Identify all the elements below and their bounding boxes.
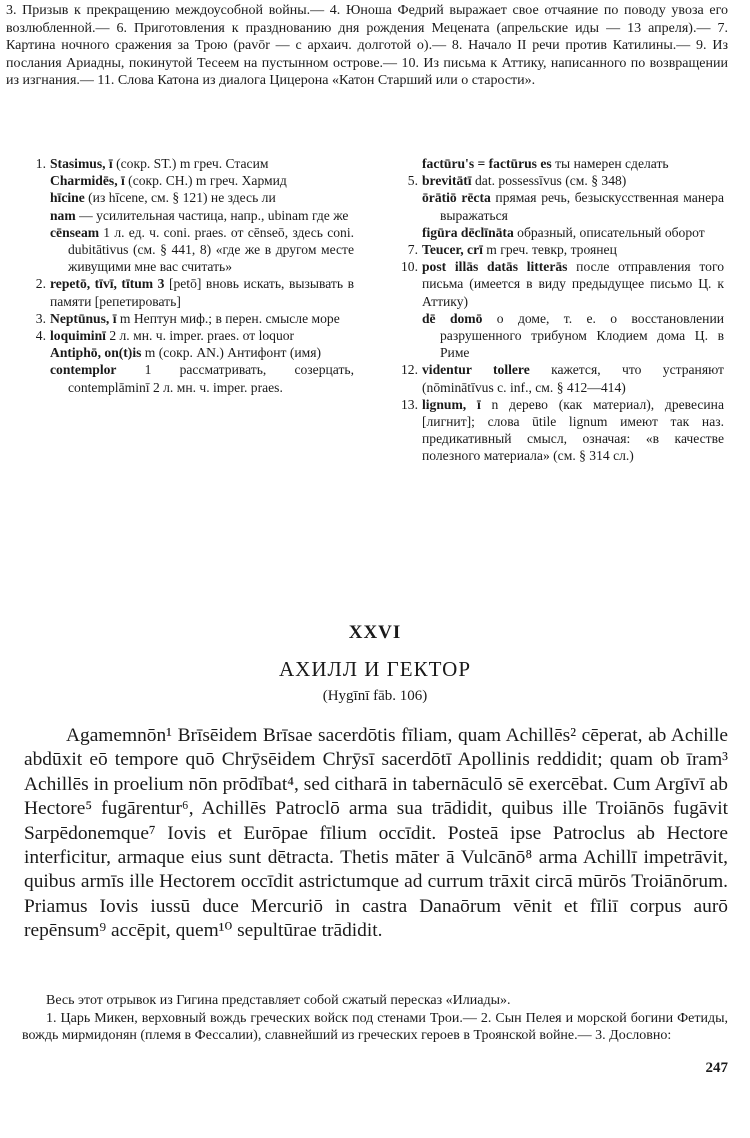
vocab-entry-body: [394, 396, 724, 465]
vocab-entry: [22, 361, 354, 395]
vocab-entry: [22, 310, 354, 327]
vocab-entry: [22, 207, 354, 224]
vocab-entry-body: [22, 275, 354, 309]
vocab-entry-body: [394, 241, 724, 258]
vocab-definition: m Нептун миф.; в перен. смысле море: [116, 310, 340, 326]
vocab-headword: loquiminī: [50, 328, 106, 344]
notes-intro: Весь этот отрывок из Гигина представляет собой сжатый пересказ «Илиады».: [46, 993, 511, 1008]
vocab-entry-number: 1.: [35, 156, 46, 171]
vocab-entry: [22, 189, 354, 206]
vocab-entry: [394, 241, 724, 258]
vocab-definition: о доме, т. е. о восстановлении разрушенного трибуном Клодием дома Ц. в Риме: [440, 310, 724, 361]
top-commentary-paragraph: 3. Призыв к прекращению междоусобной войны.— 4. Юноша Федрий выражает свое отчаяние по поводу увоза его возлюбленной.— 6. Приготовления к празднованию дня рождения Мецената (апрельские иды — 13 апреля).— 7. Картина ночного сражения за Трою (pavōr — с архаич. долготой o).— 8. Начало II речи против Катилины.— 9. Из послания Ариадны, покинутой Тесеем на пустынном острове.— 10. Из письма к Аттику, написанного по возвращении из изгнания.— 11. Слова Катона из диалога Цицерона «Катон Старший или о старости».: [6, 3, 728, 88]
vocab-headword: nam: [50, 207, 76, 223]
vocab-entry-body: [394, 310, 724, 362]
vocab-entry-body: [394, 258, 724, 310]
vocab-entry-body: [22, 327, 354, 344]
vocab-entry-body: [22, 344, 354, 361]
vocab-entry: [394, 396, 724, 465]
vocab-definition: 2 л. мн. ч. imper. praes. от loquor: [105, 328, 295, 344]
vocab-entry: [22, 344, 354, 361]
vocab-entry: [394, 155, 724, 172]
vocab-headword: videntur tollere: [422, 362, 530, 378]
vocab-entry-body: [22, 310, 354, 327]
vocab-entry-number: 10.: [401, 259, 418, 275]
vocab-definition: m (сокр. AN.) Антифонт (имя): [141, 345, 321, 361]
vocab-headword: brevitātī: [422, 173, 472, 189]
vocab-entry-body: [394, 172, 724, 189]
vocab-headword: Charmidēs, ī: [50, 173, 125, 189]
vocab-headword: Teucer, crī: [422, 242, 483, 258]
vocab-definition: кажется, что устраняют (nōminātīvus c. inf., см. § 412—414): [422, 362, 724, 395]
vocab-definition: — усилительная частица, напр., ubinam где же: [75, 207, 349, 223]
section-title: АХИЛЛ И ГЕКТОР: [278, 657, 472, 681]
vocab-headword: factūru's = factūrus es: [422, 156, 552, 171]
vocab-entry: [394, 224, 724, 241]
page-number: 247: [705, 1060, 728, 1076]
vocab-headword: Antiphō, on(t)is: [50, 345, 142, 361]
vocab-entry: [22, 224, 354, 276]
vocabulary-left-column: [22, 155, 354, 396]
vocab-entry: [394, 310, 724, 362]
vocabulary-right-column: [394, 155, 724, 465]
vocab-definition: m греч. тевкр, троянец: [482, 242, 617, 258]
vocab-entry: [394, 361, 724, 395]
notes-items: 1. Царь Микен, верховный вождь греческих войск под стенами Трои.— 2. Сын Пелея и морской богини Фетиды, вождь мирмидонян (племя в Фессалии), славнейший из греческих героев в Троянской войне.— 3. Дословно:: [22, 1010, 728, 1043]
vocab-definition: (сокр. ST.) m греч. Стасим: [112, 156, 269, 171]
vocab-entry-number: 7.: [407, 242, 418, 258]
vocab-definition: 1 л. ед. ч. coni. praes. от cēnseō, здесь coni. dubitātivus (см. § 441, 8) «где же в другом месте живущими мне вас считать»: [68, 224, 354, 275]
vocab-definition: 1 рассматривать, созерцать, contemplāminī 2 л. мн. ч. imper. praes.: [68, 362, 354, 395]
vocab-entry-body: [22, 361, 354, 395]
vocab-definition: ты намерен сделать: [551, 156, 669, 171]
vocab-headword: Stasimus, ī: [50, 156, 113, 171]
vocab-entry-body: [22, 172, 354, 189]
vocab-entry-body: [22, 224, 354, 276]
vocab-headword: post illās datās litterās: [422, 259, 568, 275]
vocab-headword: contemplor: [50, 362, 117, 378]
latin-text: Agamemnōn¹ Brīsēidem Brīsae sacerdōtis fīliam, quam Achillēs² cēperat, ab Achille abdūxit eō tempore quō Chrȳsēidem Chrȳsī sacerdōtī Apollinis reddidit; quam ob īram³ Achillēs in proelium nōn prōdībat⁴, sed citharā in tabernāculō sē exercēbat. Cum Argīvī ab Hectore⁵ fugārentur⁶, Achillēs Patroclō arma sua trādidit, quibus ille Troiānōs fugāvit Sarpēdonemque⁷ Iovis et Eurōpae fīlium occīdit. Posteā ipse Patroclus ab Hectore interficitur, armaque eius sunt dētracta. Thetis māter ā Vulcānō⁸ arma Achillī impetrāvit, quibus armīs ille Hectorem occīdit astrictumque ad currum trāxit circā mūrōs Troiānōrum. Priamus Iovis iussū duce Mercuriō in castra Danaōrum vēnit et fīliī corpus aurō repēnsum⁹ accēpit, quem¹⁰ sepultūrae trādidit.: [24, 725, 728, 942]
vocab-entry: [22, 172, 354, 189]
vocab-entry: [394, 189, 724, 223]
vocab-entry-body: [394, 224, 724, 241]
vocab-definition: после отправления того письма (имеется в виду предыдущее письмо Ц. к Аттику): [422, 259, 724, 309]
vocab-definition: прямая речь, безыскусственная манера выражаться: [440, 190, 724, 223]
vocab-definition: dat. possessīvus (см. § 348): [471, 173, 627, 189]
vocab-entry-body: [22, 189, 354, 206]
vocab-definition: (сокр. CH.) m греч. Хармид: [124, 173, 287, 189]
vocab-definition: образный, описательный оборот: [513, 224, 705, 240]
vocab-entry-number: 3.: [35, 310, 46, 326]
vocab-entry: [394, 258, 724, 310]
vocab-entry-number: 4.: [35, 328, 46, 344]
vocab-definition: [petō] вновь искать, вызывать в памяти [репетировать]: [50, 276, 354, 309]
section-number: XXVI: [348, 622, 402, 643]
vocab-entry: [22, 155, 354, 172]
vocab-entry-body: [22, 207, 354, 224]
vocab-entry-body: [394, 361, 724, 395]
vocab-entry: [22, 327, 354, 344]
vocab-entry-number: 12.: [401, 362, 418, 378]
section-source: (Hygīnī fāb. 106): [322, 688, 428, 704]
vocab-entry: [22, 275, 354, 309]
vocab-headword: cēnseam: [50, 224, 100, 240]
vocab-entry-number: 13.: [401, 396, 418, 412]
vocab-entry-body: [394, 189, 724, 223]
vocab-headword: dē domō: [422, 310, 483, 326]
vocab-entry-number: 2.: [35, 276, 46, 292]
vocab-headword: lignum, ī: [422, 396, 481, 412]
vocab-headword: Neptūnus, ī: [50, 310, 117, 326]
vocab-definition: n дерево (как материал), древесина [лигнит]; слова ūtile lignum имеют так наз. предикативный смысл, означая: «в качестве полезного материала» (см. § 314 сл.): [422, 396, 724, 464]
vocab-entry: [394, 172, 724, 189]
vocab-headword: figūra dēclīnāta: [422, 224, 514, 240]
vocab-definition: (из hīcene, см. § 121) не здесь ли: [84, 190, 276, 206]
vocab-headword: ōrātiō rēcta: [422, 190, 491, 206]
vocab-entry-body: [394, 155, 724, 172]
vocab-headword: repetō, tīvī, tītum 3: [50, 276, 165, 292]
vocab-entry-body: [22, 155, 354, 172]
notes: [22, 992, 728, 1045]
vocab-headword: hīcine: [50, 190, 85, 206]
vocab-entry-number: 5.: [407, 173, 418, 189]
